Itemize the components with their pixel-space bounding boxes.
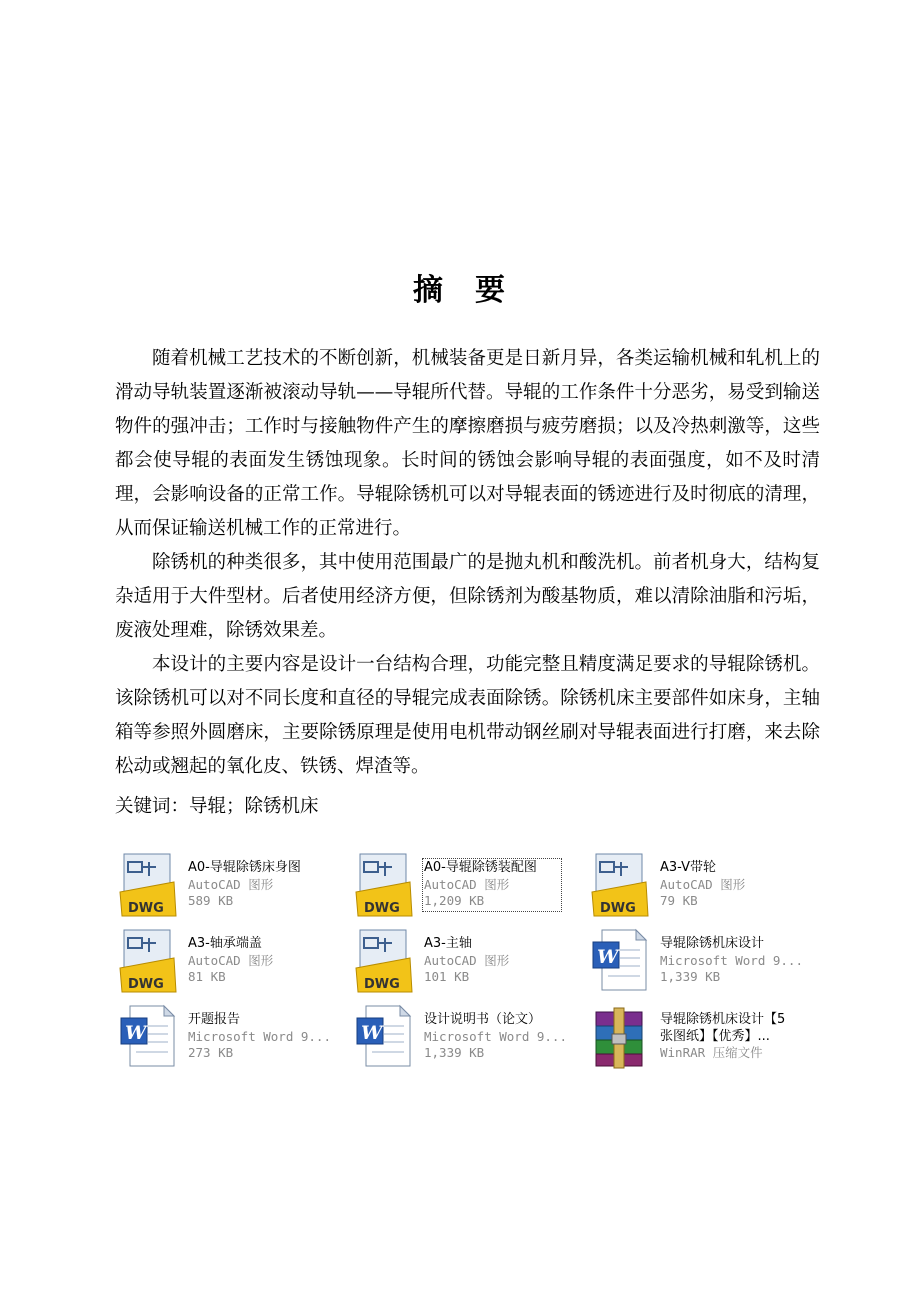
file-name-line2: 张图纸】【优秀】... [660, 1028, 770, 1044]
file-name: A3-V带轮 [660, 860, 716, 875]
word-doc-icon [118, 1004, 180, 1070]
svg-text:DWG: DWG [364, 901, 400, 916]
svg-text:W: W [361, 1022, 383, 1044]
file-meta [424, 936, 584, 986]
word-doc-icon [354, 1004, 416, 1070]
file-name: A0-导辊除锈床身图 [188, 860, 301, 875]
title-char-right: 要 [475, 273, 507, 308]
file-meta [660, 1012, 820, 1062]
file-meta [660, 860, 820, 910]
dwg-icon [118, 852, 180, 918]
file-name: 设计说明书（论文） [424, 1012, 542, 1027]
file-name: A3-主轴 [424, 936, 472, 951]
svg-text:W: W [125, 1022, 147, 1044]
file-name: 导辊除锈机床设计 [660, 936, 765, 951]
file-name: A3-轴承端盖 [188, 936, 262, 951]
svg-text:DWG: DWG [364, 977, 400, 992]
file-type: AutoCAD 图形 [660, 876, 746, 892]
abstract-body [115, 342, 820, 784]
file-type: Microsoft Word 9... [424, 1028, 567, 1044]
svg-text:DWG: DWG [128, 901, 164, 916]
svg-text:DWG: DWG [128, 977, 164, 992]
file-meta [188, 1012, 348, 1062]
file-type: Microsoft Word 9... [188, 1028, 331, 1044]
dwg-icon [590, 852, 652, 918]
file-type: AutoCAD 图形 [188, 952, 274, 968]
paragraph: 除锈机的种类很多，其中使用范围最广的是抛丸机和酸洗机。前者机身大，结构复杂适用于大件型材。后者使用经济方便，但除锈剂为酸基物质，难以清除油脂和污垢，废液处理难，除锈效果差。 [115, 552, 820, 641]
file-type: Microsoft Word 9... [660, 952, 803, 968]
file-type: AutoCAD 图形 [188, 876, 274, 892]
file-item[interactable] [590, 928, 820, 994]
file-item[interactable] [118, 852, 348, 918]
file-meta [188, 860, 348, 910]
svg-text:W: W [597, 946, 619, 968]
file-type: AutoCAD 图形 [424, 876, 510, 892]
file-name: 导辊除锈机床设计【5 [660, 1012, 786, 1027]
file-type: WinRAR 压缩文件 [660, 1045, 763, 1060]
title-char-left: 摘 [413, 273, 445, 308]
file-name: 开题报告 [188, 1012, 241, 1027]
file-icon-grid [118, 852, 838, 1082]
paragraph: 随着机械工艺技术的不断创新，机械装备更是日新月异，各类运输机械和轧机上的滑动导轨装置逐渐被滚动导轨——导辊所代替。导辊的工作条件十分恶劣，易受到输送物件的强冲击；工作时与接触物件产生的摩擦磨损与疲劳磨损；以及冷热刺激等，这些都会使导辊的表面发生锈蚀现象。长时间的锈蚀会影响导辊的表面强度，如不及时清理，会影响设备的正常工作。导辊除锈机可以对导辊表面的锈迹进行及时彻底的清理，从而保证输送机械工作的正常进行。 [115, 348, 820, 539]
file-name: A0-导辊除锈装配图 [424, 860, 537, 875]
file-size: 101 KB [424, 969, 470, 984]
svg-text:DWG: DWG [600, 901, 636, 916]
file-size: 1,339 KB [660, 969, 721, 984]
file-item[interactable] [354, 1004, 584, 1070]
file-meta [424, 1012, 584, 1062]
file-size: 1,339 KB [424, 1045, 485, 1060]
file-size: 273 KB [188, 1045, 234, 1060]
file-meta [424, 860, 560, 910]
word-doc-icon [590, 928, 652, 994]
winrar-archive-icon [590, 1004, 652, 1070]
file-item[interactable] [118, 928, 348, 994]
file-item[interactable] [590, 852, 820, 918]
file-meta [188, 936, 348, 986]
dwg-icon [354, 852, 416, 918]
file-item-selected[interactable] [354, 852, 584, 918]
file-size: 589 KB [188, 893, 234, 908]
file-item[interactable] [354, 928, 584, 994]
file-type: AutoCAD 图形 [424, 952, 510, 968]
page-title [0, 265, 920, 309]
file-item[interactable] [590, 1004, 820, 1070]
file-size: 81 KB [188, 969, 226, 984]
dwg-icon [354, 928, 416, 994]
file-item[interactable] [118, 1004, 348, 1070]
paragraph: 本设计的主要内容是设计一台结构合理，功能完整且精度满足要求的导辊除锈机。该除锈机可以对不同长度和直径的导辊完成表面除锈。除锈机床主要部件如床身，主轴箱等参照外圆磨床，主要除锈原理是使用电机带动钢丝刷对导辊表面进行打磨，来去除松动或翘起的氧化皮、铁锈、焊渣等。 [115, 654, 820, 777]
dwg-icon [118, 928, 180, 994]
file-meta [660, 936, 820, 986]
keywords-line: 关键词：导辊；除锈机床 [115, 796, 319, 817]
file-size: 1,209 KB [424, 893, 485, 908]
file-size: 79 KB [660, 893, 698, 908]
